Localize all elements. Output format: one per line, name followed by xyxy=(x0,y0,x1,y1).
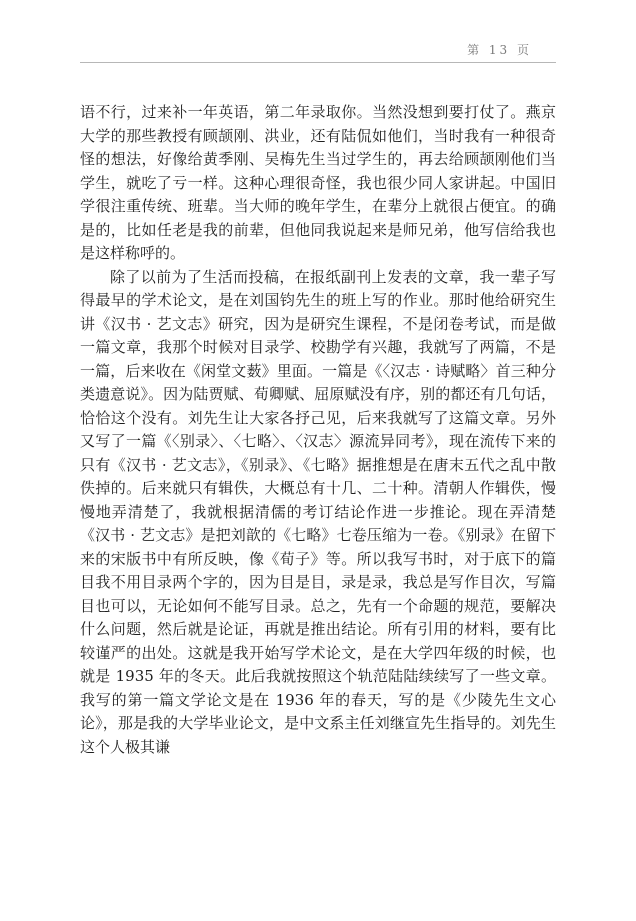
page-header xyxy=(80,38,556,63)
paragraph: 除了以前为了生活而投稿，在报纸副刊上发表的文章，我一辈子写得最早的学术论文，是在刘国钧先生的班上写的作业。那时他给研究生讲《汉书 · 艺文志》研究，因为是研究生课程，不是闭卷考试，而是做一篇文章，我那个时候对目录学、校勘学有兴趣，我就写了两篇，不是一篇，后来收在《闲堂文薮》里面。一篇是《〈汉志 · 诗赋略〉首三种分类遗意说》。因为陆贾赋、荀卿赋、屈原赋没有序，别的都还有几句话，恰恰这个没有。刘先生让大家各抒己见，后来我就写了这篇文章。另外又写了一篇《〈别录〉、〈七略〉、〈汉志〉源流异同考》，现在流传下来的只有《汉书 · 艺文志》，《别录》、《七略》据推想是在唐末五代之乱中散佚掉的。后来就只有辑佚，大概总有十几、二十种。清朝人作辑佚，慢慢地弄清楚了，我就根据清儒的考订结论作进一步推论。现在弄清楚《汉书 · 艺文志》是把刘歆的《七略》七卷压缩为一卷。《别录》在留下来的宋版书中有所反映，像《荀子》等。所以我写书时，对于底下的篇目我不用目录两个字的，因为目是目，录是录，我总是写作目次，写篇目也可以，无论如何不能写目录。总之，先有一个命题的规范，要解决什么问题，然后就是论证，再就是推出结论。所有引用的材料，要有比较谨严的出处。这就是我开始写学术论文，是在大学四年级的时候，也就是 1935 年的冬天。此后我就按照这个轨范陆陆续续写了一些文章。我写的第一篇文学论文是在 1936 年的春天，写的是《少陵先生文心论》，那是我的大学毕业论文，是中文系主任刘继宣先生指导的。刘先生这个人极其谦 xyxy=(80,267,556,756)
body-text xyxy=(80,101,556,759)
page-number: 第 13 页 xyxy=(467,43,532,57)
paragraph-continued: 语不行，过来补一年英语，第二年录取你。当然没想到要打仗了。燕京大学的那些教授有顾颉刚、洪业，还有陆侃如他们，当时我有一种很奇怪的想法，好像给黄季刚、吴梅先生当过学生的，再去给顾颉刚他们当学生，就吃了亏一样。这种心理很奇怪，我也很少同人家讲起。中国旧学很注重传统、班辈。当大师的晚年学生，在辈分上就很占便宜。的确是的，比如任老是我的前辈，但他同我说起来是师兄弟，他写信给我也是这样称呼的。 xyxy=(80,103,556,262)
